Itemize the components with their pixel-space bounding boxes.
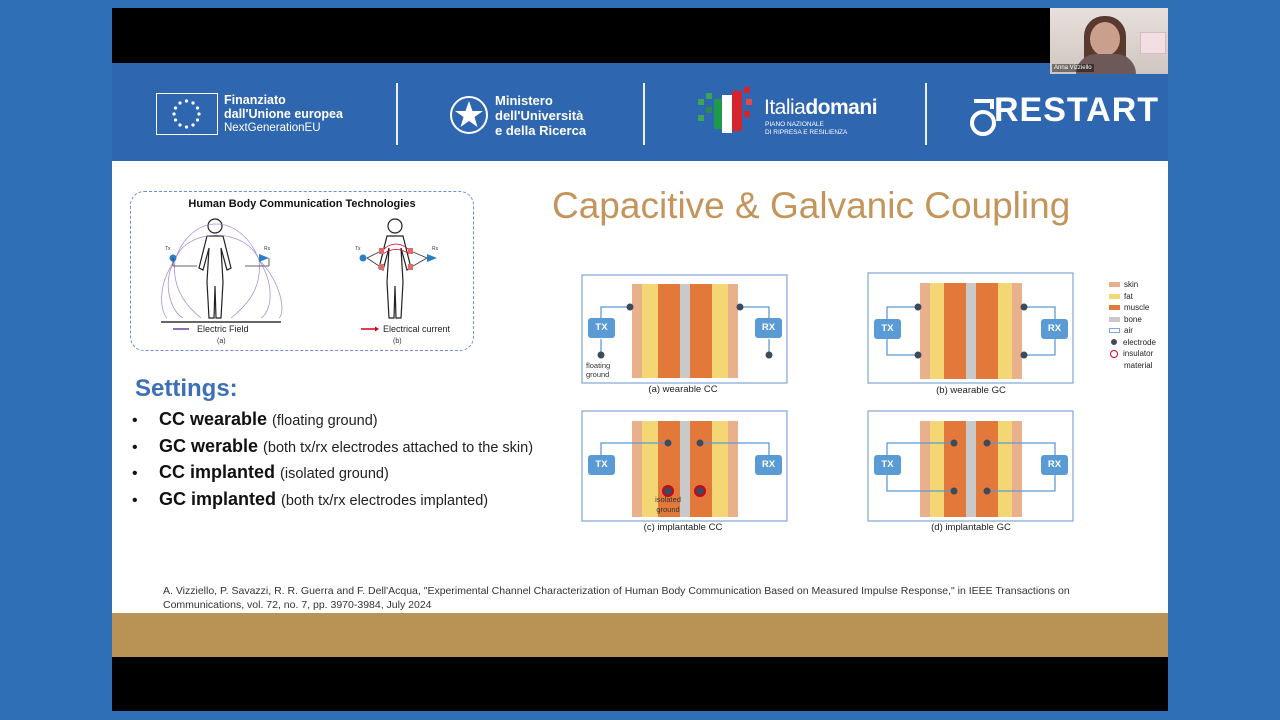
header-divider — [396, 83, 398, 145]
italia-brand-b: domani — [805, 96, 878, 119]
legend-label: bone — [1124, 314, 1142, 324]
electrode-swatch — [1111, 339, 1117, 345]
setting-name: CC implanted — [159, 462, 276, 482]
setting-detail: (isolated ground) — [280, 466, 389, 482]
legend-label: electrode — [1123, 337, 1156, 347]
italiadomani-text — [764, 96, 877, 120]
italian-emblem-icon — [448, 93, 490, 137]
legend-label: air — [1124, 326, 1133, 336]
setting-detail: (both tx/rx electrodes attached to the skin) — [263, 439, 534, 456]
hbc-tx-label-b: Tx — [355, 246, 361, 252]
legend-label: fat — [1124, 291, 1133, 301]
eu-line2: dall'Unione europea — [224, 107, 343, 121]
figure-a-label: (a) — [217, 338, 226, 345]
caption-implantable-gc: (d) implantable GC — [931, 522, 1011, 533]
isolated-ground-line1: isolated — [655, 495, 681, 504]
rx-box-label: RX — [761, 459, 776, 470]
tx-box-label: TX — [881, 323, 894, 334]
legend-item — [1109, 325, 1156, 337]
caption-wearable-cc: (a) wearable CC — [648, 384, 718, 395]
legend-item — [1109, 302, 1156, 314]
floating-ground-label — [586, 361, 610, 379]
muscle-swatch — [1109, 305, 1120, 310]
mur-line1: Ministero — [495, 93, 553, 108]
electric-field-legend: Electric Field — [197, 324, 249, 334]
legend-item — [1109, 360, 1156, 372]
slide-title: Capacitive & Galvanic Coupling — [552, 185, 1071, 226]
setting-detail: (floating ground) — [272, 413, 378, 429]
figure-b-label: (b) — [393, 338, 402, 345]
floating-ground-line2: ground — [586, 370, 610, 379]
legend-item — [1109, 348, 1156, 360]
list-item: • GC werable (both tx/rx electrodes attached to the skin) — [132, 435, 534, 456]
legend-item — [1109, 291, 1156, 303]
hbc-technologies-panel — [130, 191, 474, 351]
list-item: • GC implanted (both tx/rx electrodes implanted) — [132, 488, 489, 509]
restart-logo-text: RESTART — [994, 91, 1160, 129]
list-item: • CC implanted (isolated ground) — [132, 462, 389, 482]
hbc-panel-title: Human Body Communication Technologies — [188, 198, 416, 210]
top-letterbox — [112, 8, 1168, 63]
citation-line1: A. Vizziello, P. Savazzi, R. R. Guerra and F. Dell'Acqua, "Experimental Channel Characterization of Human Body Communication Based on Measured Impulse Response," in IEEE Transactions on — [163, 585, 1070, 597]
skin-swatch — [1109, 282, 1120, 287]
legend-label: insulator — [1123, 349, 1154, 359]
header-divider — [925, 83, 927, 145]
electrical-current-legend: Electrical current — [383, 324, 451, 334]
hbc-rx-label-a: Rx — [264, 246, 271, 252]
tx-box-label: TX — [595, 322, 608, 333]
legend-label: material — [1124, 360, 1153, 370]
italiadomani-subtitle — [765, 121, 847, 136]
avatar — [1090, 22, 1120, 56]
legend-label: skin — [1124, 280, 1139, 290]
italia-sub2: DI RIPRESA E RESILIENZA — [765, 128, 848, 136]
setting-name: CC wearable — [159, 409, 268, 429]
rx-box-label: RX — [1047, 459, 1062, 470]
isolated-ground-label — [650, 495, 686, 514]
eu-line3: NextGenerationEU — [224, 122, 321, 134]
mur-logo-text — [495, 93, 586, 138]
air-swatch — [1109, 328, 1120, 333]
citation-line2: Communications, vol. 72, no. 7, pp. 3970-3984, July 2024 — [163, 599, 432, 611]
list-item: • CC wearable (floating ground) — [132, 409, 378, 429]
settings-list — [132, 409, 533, 515]
legend-label: muscle — [1124, 303, 1150, 313]
setting-detail: (both tx/rx electrodes implanted) — [281, 492, 489, 509]
isolated-ground-line2: ground — [656, 504, 680, 514]
floating-ground-line1: floating — [586, 361, 611, 370]
legend-item — [1109, 279, 1156, 291]
rx-box-label: RX — [761, 322, 776, 333]
setting-name: GC implanted — [159, 488, 277, 509]
italia-sub1: PIANO NAZIONALE — [765, 121, 824, 128]
settings-heading: Settings: — [135, 375, 238, 402]
slide-footer-band — [112, 613, 1168, 657]
tissue-legend — [1109, 279, 1156, 371]
participant-name-label: Anna Vizziello — [1054, 65, 1092, 71]
slide-canvas — [112, 161, 1168, 613]
insulator-swatch — [1110, 350, 1118, 358]
rx-box-label: RX — [1047, 323, 1062, 334]
caption-wearable-gc: (b) wearable GC — [936, 385, 1006, 396]
caption-implantable-cc: (c) implantable CC — [643, 522, 723, 533]
bone-swatch — [1109, 317, 1120, 322]
italia-brand-a: Italia — [764, 96, 806, 119]
eu-line1: Finanziato — [224, 93, 286, 107]
participant-video-tile[interactable] — [1050, 8, 1168, 74]
eu-logo-text — [224, 93, 343, 135]
hbc-tx-label-a: Tx — [165, 246, 171, 252]
setting-name: GC werable — [159, 435, 259, 456]
legend-item — [1109, 314, 1156, 326]
legend-item — [1109, 337, 1156, 349]
hbc-rx-label-b: Rx — [432, 246, 439, 252]
wall-art — [1140, 32, 1166, 54]
tx-box-label: TX — [881, 459, 894, 470]
italiadomani-logo-icon — [696, 85, 760, 139]
citation — [163, 584, 1123, 612]
fat-swatch — [1109, 294, 1120, 299]
logo-header — [112, 63, 1168, 161]
mur-line2: dell'Università — [495, 108, 584, 123]
mur-line3: e della Ricerca — [495, 123, 587, 138]
header-divider — [643, 83, 645, 145]
tx-box-label: TX — [595, 459, 608, 470]
bottom-letterbox — [112, 657, 1168, 711]
eu-flag-icon — [156, 93, 218, 135]
